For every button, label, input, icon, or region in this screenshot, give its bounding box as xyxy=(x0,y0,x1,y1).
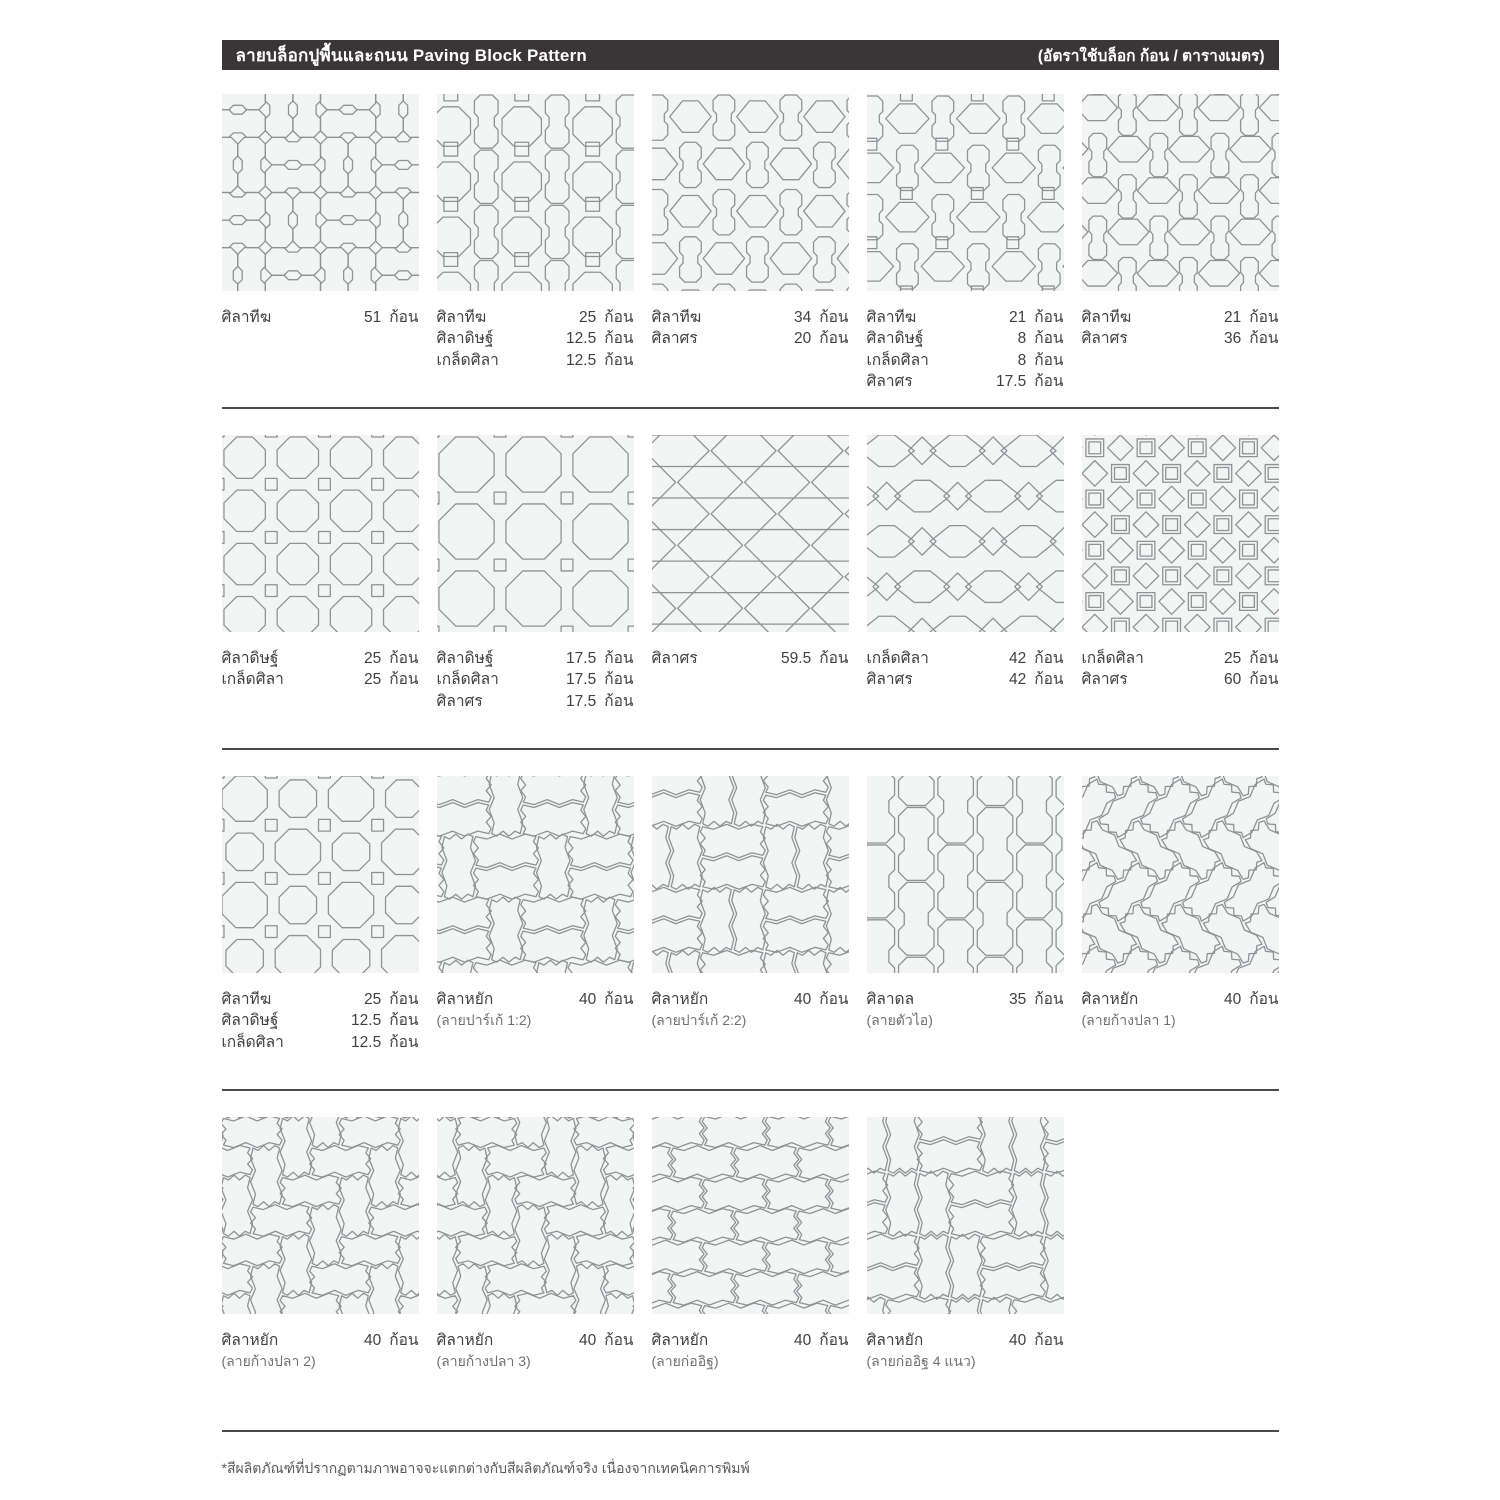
product-qty: 8 xyxy=(1017,351,1027,369)
pattern-variant: (ลายก้างปลา 3) xyxy=(436,1353,531,1370)
qty-unit: ก้อน xyxy=(1034,309,1064,326)
pattern-label xyxy=(867,989,1064,1031)
qty-unit: ก้อน xyxy=(604,330,634,348)
product-name: เกล็ดศิลา xyxy=(866,650,929,667)
product-row xyxy=(437,1330,634,1351)
label-row xyxy=(222,989,1279,1077)
label-row xyxy=(222,648,1279,736)
product-qty: 35 xyxy=(1008,991,1027,1008)
qty-unit: ก้อน xyxy=(389,1033,419,1051)
qty-unit: ก้อน xyxy=(389,991,419,1008)
product-qty: 25 xyxy=(363,650,382,667)
pattern-label xyxy=(437,989,634,1031)
product-row xyxy=(867,371,1064,392)
qty-unit: ก้อน xyxy=(604,1332,634,1349)
qty-unit: ก้อน xyxy=(1034,1332,1064,1349)
product-qty: 59.5 xyxy=(781,650,812,667)
product-row xyxy=(652,307,849,328)
product-name: ศิลาดิษฐ์ xyxy=(866,330,924,348)
product-qty: 40 xyxy=(578,1332,597,1349)
pattern-variant: (ลายปาร์เก้ 2:2) xyxy=(651,1012,747,1029)
pattern-row xyxy=(222,94,1279,291)
product-qty: 42 xyxy=(1008,650,1027,667)
qty-unit: ก้อน xyxy=(1034,991,1064,1008)
qty-unit: ก้อน xyxy=(389,671,419,689)
pattern-label xyxy=(437,1330,634,1372)
product-name: ศิลาทีฆ xyxy=(866,309,917,326)
product-row xyxy=(1082,328,1279,349)
pattern-label xyxy=(1082,989,1279,1031)
qty-unit: ก้อน xyxy=(1249,671,1279,689)
product-name: ศิลาหยัก xyxy=(866,1332,924,1349)
qty-unit: ก้อน xyxy=(819,309,849,326)
product-name: ศิลาศร xyxy=(866,671,913,689)
qty-unit: ก้อน xyxy=(819,991,849,1008)
product-name: ศิลาทีฆ xyxy=(651,309,702,326)
qty-unit: ก้อน xyxy=(604,650,634,667)
product-row xyxy=(222,307,419,328)
product-qty: 40 xyxy=(793,1332,812,1349)
pattern-swatch-i-columns xyxy=(867,776,1064,973)
qty-unit: ก้อน xyxy=(819,650,849,667)
product-row xyxy=(867,669,1064,690)
product-name: เกล็ดศิลา xyxy=(866,351,929,369)
product-row xyxy=(437,989,634,1010)
product-row xyxy=(867,648,1064,669)
product-qty: 12.5 xyxy=(566,330,597,348)
pattern-label xyxy=(1082,307,1279,350)
pattern-label xyxy=(437,307,634,371)
product-row xyxy=(867,1330,1064,1351)
product-name: ศิลาศร xyxy=(866,373,913,391)
product-row xyxy=(437,328,634,349)
product-qty: 17.5 xyxy=(996,373,1027,391)
product-row xyxy=(1082,669,1279,690)
pattern-swatch-hex-ibone-dense xyxy=(1082,94,1279,291)
pattern-swatch-hex-ibone-square xyxy=(867,94,1064,291)
product-qty: 40 xyxy=(1008,1332,1027,1349)
product-row xyxy=(222,1010,419,1031)
product-name: ศิลาดิษฐ์ xyxy=(221,1012,279,1030)
row-separator xyxy=(222,407,1279,409)
qty-unit: ก้อน xyxy=(1034,373,1064,391)
pattern-label xyxy=(652,307,849,350)
qty-unit: ก้อน xyxy=(1249,309,1279,326)
pattern-row xyxy=(222,776,1279,973)
pattern-swatch-octagon-square-ibone xyxy=(437,94,634,291)
pattern-swatch-octagon-square-large xyxy=(437,435,634,632)
qty-unit: ก้อน xyxy=(1034,650,1064,667)
pattern-swatch-hex-ibone xyxy=(652,94,849,291)
product-name: ศิลาทีฆ xyxy=(436,309,487,326)
pattern-variant: (ลายก้างปลา 1) xyxy=(1081,1012,1176,1029)
product-qty: 40 xyxy=(363,1332,382,1349)
pattern-swatch-hex-diamond xyxy=(867,435,1064,632)
product-row xyxy=(437,648,634,669)
product-row xyxy=(1082,648,1279,669)
product-name: ศิลาศร xyxy=(436,692,483,710)
product-qty: 51 xyxy=(363,309,382,326)
pattern-swatch-zigzag-herringbone-45 xyxy=(1082,776,1279,973)
product-qty: 8 xyxy=(1017,330,1027,348)
product-name: ศิลาทีฆ xyxy=(1081,309,1132,326)
product-qty: 60 xyxy=(1223,671,1242,689)
pattern-swatch-zigzag-parquet-1-2 xyxy=(437,776,634,973)
qty-unit: ก้อน xyxy=(604,309,634,326)
pattern-label xyxy=(222,1330,419,1372)
product-row xyxy=(222,1032,419,1053)
product-row xyxy=(437,307,634,328)
pattern-swatch-i-block-weave xyxy=(222,94,419,291)
pattern-label xyxy=(222,989,419,1053)
product-qty: 34 xyxy=(793,309,812,326)
pattern-variant: (ลายก่ออิฐ 4 แนว) xyxy=(866,1353,976,1370)
pattern-swatch-zigzag-running-bond xyxy=(652,1117,849,1314)
product-name: เกล็ดศิลา xyxy=(436,671,499,689)
paving-catalog-page xyxy=(222,0,1279,1480)
product-qty: 20 xyxy=(793,330,812,348)
product-name: ศิลาดิษฐ์ xyxy=(221,650,279,667)
product-qty: 40 xyxy=(578,991,597,1008)
product-name: ศิลาหยัก xyxy=(1081,991,1139,1008)
qty-unit: ก้อน xyxy=(604,692,634,710)
label-row xyxy=(222,1330,1279,1418)
product-row xyxy=(867,328,1064,349)
pattern-variant: (ลายก่ออิฐ) xyxy=(651,1353,719,1370)
product-name: เกล็ดศิลา xyxy=(221,671,284,689)
pattern-label xyxy=(437,648,634,712)
product-name: เกล็ดศิลา xyxy=(436,351,499,369)
product-qty: 25 xyxy=(363,991,382,1008)
product-name: ศิลาหยัก xyxy=(651,1332,709,1349)
pattern-label xyxy=(222,307,419,328)
product-row xyxy=(222,1330,419,1351)
row-separator xyxy=(222,1089,1279,1091)
pattern-label xyxy=(652,648,849,669)
product-name: ศิลาหยัก xyxy=(221,1332,279,1349)
pattern-row xyxy=(222,1117,1279,1314)
pattern-label xyxy=(867,307,1064,393)
pattern-variant: (ลายตัวไอ) xyxy=(866,1012,933,1029)
footnote: *สีผลิตภัณฑ์ที่ปรากฏตามภาพอาจจะแตกต่างกับสีผลิตภัณฑ์จริง เนื่องจากเทคนิคการพิมพ์ xyxy=(221,1460,750,1476)
product-row xyxy=(652,648,849,669)
qty-unit: ก้อน xyxy=(1249,330,1279,348)
pattern-label xyxy=(652,1330,849,1372)
qty-unit: ก้อน xyxy=(819,1332,849,1349)
product-name: ศิลาดิษฐ์ xyxy=(436,330,494,348)
pattern-swatch-octagon-square-mixed xyxy=(222,776,419,973)
pattern-swatch-zigzag-herringbone-90-mirror xyxy=(437,1117,634,1314)
product-name: ศิลาทีฆ xyxy=(221,309,272,326)
qty-unit: ก้อน xyxy=(1034,330,1064,348)
product-row xyxy=(1082,307,1279,328)
product-row xyxy=(437,669,634,690)
product-row xyxy=(222,989,419,1010)
product-qty: 12.5 xyxy=(351,1033,382,1051)
row-separator xyxy=(222,748,1279,750)
pattern-row xyxy=(222,435,1279,632)
pattern-grid xyxy=(222,94,1279,1432)
product-qty: 17.5 xyxy=(566,692,597,710)
product-name: ศิลาศร xyxy=(651,330,698,348)
page-title: ลายบล็อกปูพื้นและถนน Paving Block Pattern xyxy=(235,45,587,65)
qty-unit: ก้อน xyxy=(604,671,634,689)
product-qty: 17.5 xyxy=(566,650,597,667)
product-name: ศิลาศร xyxy=(1081,330,1128,348)
product-name: ศิลาศร xyxy=(1081,671,1128,689)
product-qty: 40 xyxy=(793,991,812,1008)
qty-unit: ก้อน xyxy=(604,991,634,1008)
product-name: ศิลาศร xyxy=(651,650,698,667)
product-name: ศิลาหยัก xyxy=(436,991,494,1008)
row-separator xyxy=(222,1430,1279,1432)
pattern-label xyxy=(867,648,1064,691)
qty-unit: ก้อน xyxy=(1249,650,1279,667)
product-row xyxy=(222,669,419,690)
product-row xyxy=(437,691,634,712)
pattern-variant: (ลายก้างปลา 2) xyxy=(221,1353,316,1370)
product-name: เกล็ดศิลา xyxy=(221,1033,284,1051)
product-name: ศิลาทีฆ xyxy=(221,991,272,1008)
product-qty: 12.5 xyxy=(351,1012,382,1030)
product-qty: 21 xyxy=(1223,309,1242,326)
pattern-swatch-elongated-hex xyxy=(652,435,849,632)
product-name: ศิลาหยัก xyxy=(436,1332,494,1349)
product-qty: 25 xyxy=(363,671,382,689)
pattern-swatch-zigzag-herringbone-90 xyxy=(222,1117,419,1314)
product-qty: 25 xyxy=(578,309,597,326)
pattern-label xyxy=(867,1330,1064,1372)
product-row xyxy=(867,350,1064,371)
product-row xyxy=(1082,989,1279,1010)
product-qty: 42 xyxy=(1008,671,1027,689)
product-row xyxy=(437,350,634,371)
pattern-swatch-octagon-square xyxy=(222,435,419,632)
product-name: ศิลาดล xyxy=(866,991,915,1008)
product-qty: 25 xyxy=(1223,650,1242,667)
product-qty: 36 xyxy=(1223,330,1242,348)
pattern-label xyxy=(222,648,419,691)
qty-unit: ก้อน xyxy=(389,1012,419,1030)
qty-unit: ก้อน xyxy=(1034,351,1064,369)
product-name: เกล็ดศิลา xyxy=(1081,650,1144,667)
product-qty: 12.5 xyxy=(566,351,597,369)
label-row xyxy=(222,307,1279,395)
pattern-swatch-zigzag-parquet-2-2 xyxy=(652,776,849,973)
pattern-swatch-square-diamond xyxy=(1082,435,1279,632)
pattern-swatch-zigzag-running-bond-4 xyxy=(867,1117,1064,1314)
qty-unit: ก้อน xyxy=(389,309,419,326)
header-bar xyxy=(222,40,1279,70)
usage-rate-note: (อัตราใช้บล็อก ก้อน / ตารางเมตร) xyxy=(1037,47,1265,65)
product-name: ศิลาหยัก xyxy=(651,991,709,1008)
product-qty: 40 xyxy=(1223,991,1242,1008)
product-name: ศิลาดิษฐ์ xyxy=(436,650,494,667)
qty-unit: ก้อน xyxy=(389,1332,419,1349)
qty-unit: ก้อน xyxy=(389,650,419,667)
product-row xyxy=(867,989,1064,1010)
product-row xyxy=(652,328,849,349)
product-row xyxy=(652,989,849,1010)
qty-unit: ก้อน xyxy=(1034,671,1064,689)
product-qty: 21 xyxy=(1008,309,1027,326)
qty-unit: ก้อน xyxy=(819,330,849,348)
pattern-label xyxy=(1082,648,1279,691)
product-row xyxy=(222,648,419,669)
qty-unit: ก้อน xyxy=(604,351,634,369)
product-qty: 17.5 xyxy=(566,671,597,689)
qty-unit: ก้อน xyxy=(1249,991,1279,1008)
product-row xyxy=(652,1330,849,1351)
pattern-label xyxy=(652,989,849,1031)
pattern-variant: (ลายปาร์เก้ 1:2) xyxy=(436,1012,532,1029)
product-row xyxy=(867,307,1064,328)
